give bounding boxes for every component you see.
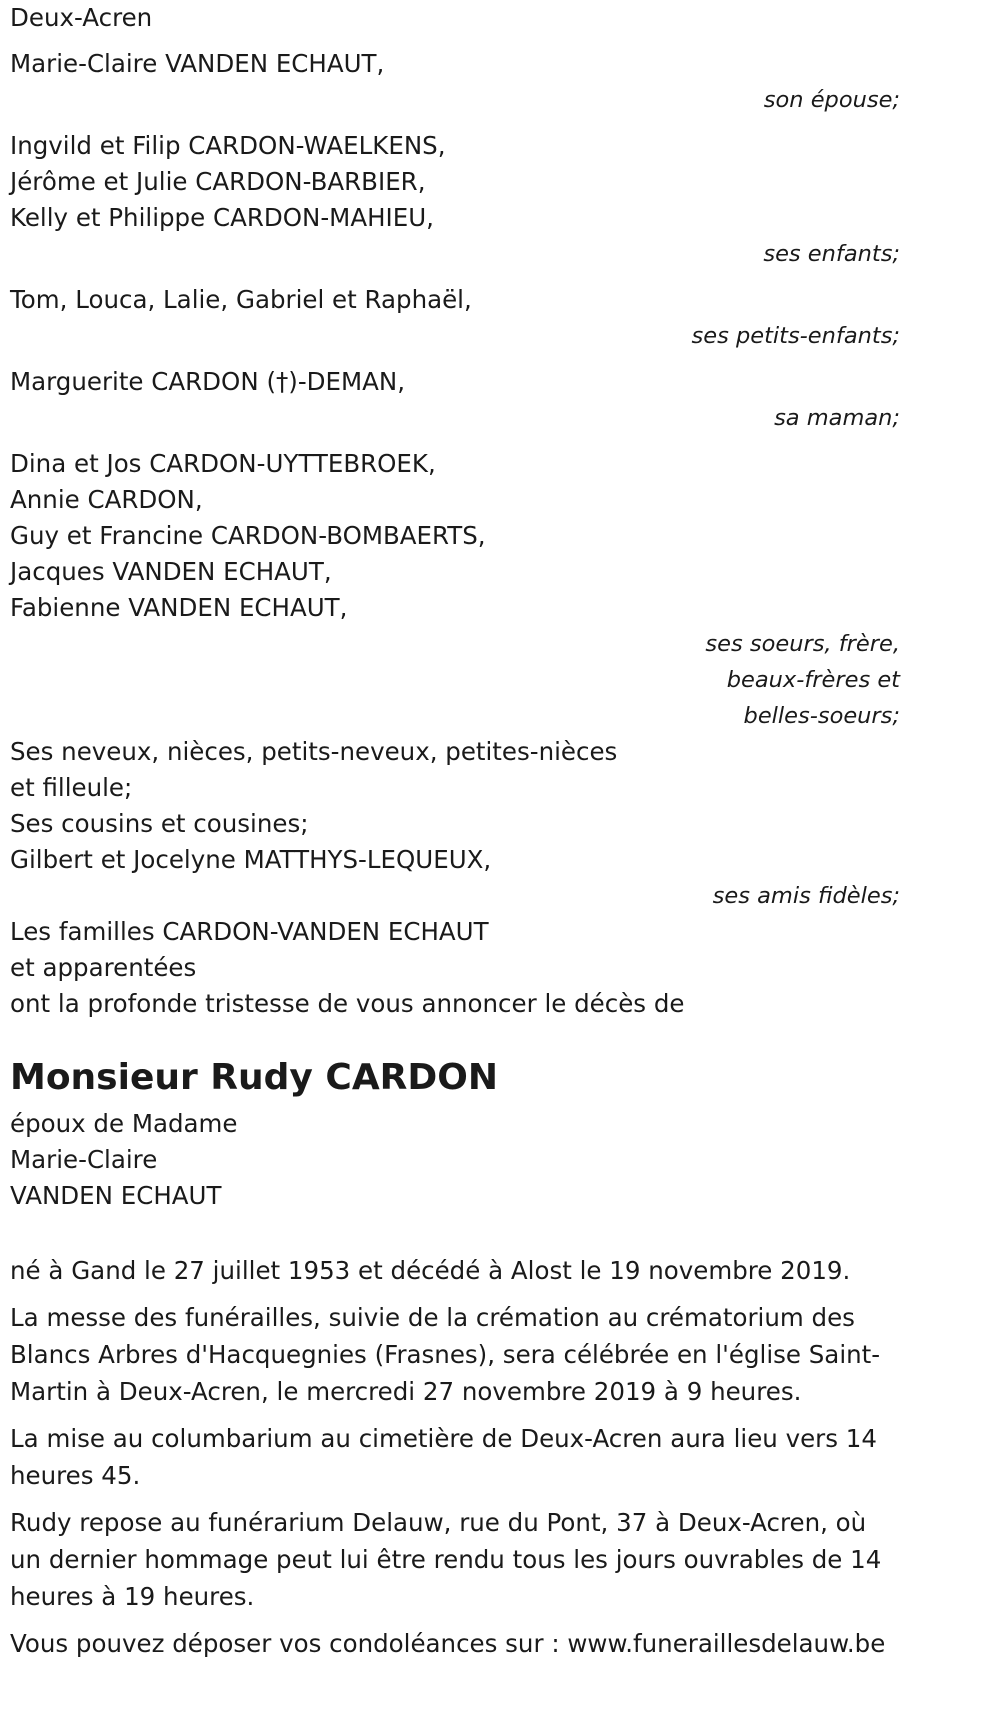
family-role: ses petits-enfants; bbox=[691, 323, 900, 349]
family-role: ses soeurs, frère, bbox=[705, 631, 900, 657]
family-group bbox=[10, 46, 900, 118]
family-names: Guy et Francine CARDON-BOMBAERTS, bbox=[10, 521, 486, 550]
family-group bbox=[10, 364, 900, 436]
deceased-name: Monsieur Rudy CARDON bbox=[10, 1057, 499, 1098]
condolences-paragraph: Vous pouvez déposer vos condoléances sur : www.funeraillesdelauw.be bbox=[10, 1629, 886, 1658]
family-names: Ses cousins et cousines; bbox=[10, 809, 309, 838]
family-role: beaux-frères et bbox=[726, 667, 900, 693]
birth-death-paragraph: né à Gand le 27 juillet 1953 et décédé à Alost le 19 novembre 2019. bbox=[10, 1256, 851, 1285]
family-names: Ses neveux, nièces, petits-neveux, petites-nièces bbox=[10, 737, 618, 766]
spouse-info bbox=[10, 1106, 900, 1214]
family-group bbox=[10, 734, 900, 914]
announcement-line: Les familles CARDON-VANDEN ECHAUT bbox=[10, 917, 489, 946]
family-names: Jacques VANDEN ECHAUT, bbox=[10, 557, 332, 586]
family-names: Dina et Jos CARDON-UYTTEBROEK, bbox=[10, 449, 436, 478]
family-names: Marguerite CARDON (†)-DEMAN, bbox=[10, 367, 406, 396]
family-role: belles-soeurs; bbox=[743, 703, 900, 729]
spouse-line: Marie-Claire bbox=[10, 1145, 158, 1174]
columbarium-paragraph: La mise au columbarium au cimetière de Deux-Acren aura lieu vers 14 heures 45. bbox=[10, 1424, 877, 1490]
spouse-line: époux de Madame bbox=[10, 1109, 238, 1138]
family-names: et filleule; bbox=[10, 773, 133, 802]
announcement bbox=[10, 914, 900, 1022]
family-names: Jérôme et Julie CARDON-BARBIER, bbox=[10, 167, 426, 196]
family-names: Marie-Claire VANDEN ECHAUT, bbox=[10, 49, 385, 78]
family-names: Gilbert et Jocelyne MATTHYS-LEQUEUX, bbox=[10, 845, 492, 874]
funerarium-paragraph: Rudy repose au funérarium Delauw, rue du Pont, 37 à Deux-Acren, où un dernier hommage peut lui être rendu tous les jours ouvrables de 14 heures à 19 heures. bbox=[10, 1508, 882, 1611]
family-group bbox=[10, 282, 900, 354]
announcement-line: et apparentées bbox=[10, 953, 197, 982]
spouse-line: VANDEN ECHAUT bbox=[10, 1181, 222, 1210]
family-role: ses amis fidèles; bbox=[712, 883, 900, 909]
obituary-notice bbox=[10, 0, 900, 1662]
family-names: Fabienne VANDEN ECHAUT, bbox=[10, 593, 348, 622]
announcement-line: ont la profonde tristesse de vous annoncer le décès de bbox=[10, 989, 685, 1018]
place-name: Deux-Acren bbox=[10, 3, 153, 32]
family-role: ses enfants; bbox=[763, 241, 900, 267]
funeral-paragraph: La messe des funérailles, suivie de la crémation au crématorium des Blancs Arbres d'Hacquegnies (Frasnes), sera célébrée en l'église Saint-Martin à Deux-Acren, le mercredi 27 novembre 2019 à 9 heures. bbox=[10, 1303, 881, 1406]
family-names: Tom, Louca, Lalie, Gabriel et Raphaël, bbox=[10, 285, 472, 314]
family-names: Ingvild et Filip CARDON-WAELKENS, bbox=[10, 131, 446, 160]
family-names: Kelly et Philippe CARDON-MAHIEU, bbox=[10, 203, 434, 232]
family-role: son épouse; bbox=[763, 87, 900, 113]
family-group bbox=[10, 446, 900, 734]
family-role: sa maman; bbox=[774, 405, 900, 431]
family-group bbox=[10, 128, 900, 272]
family-names: Annie CARDON, bbox=[10, 485, 203, 514]
